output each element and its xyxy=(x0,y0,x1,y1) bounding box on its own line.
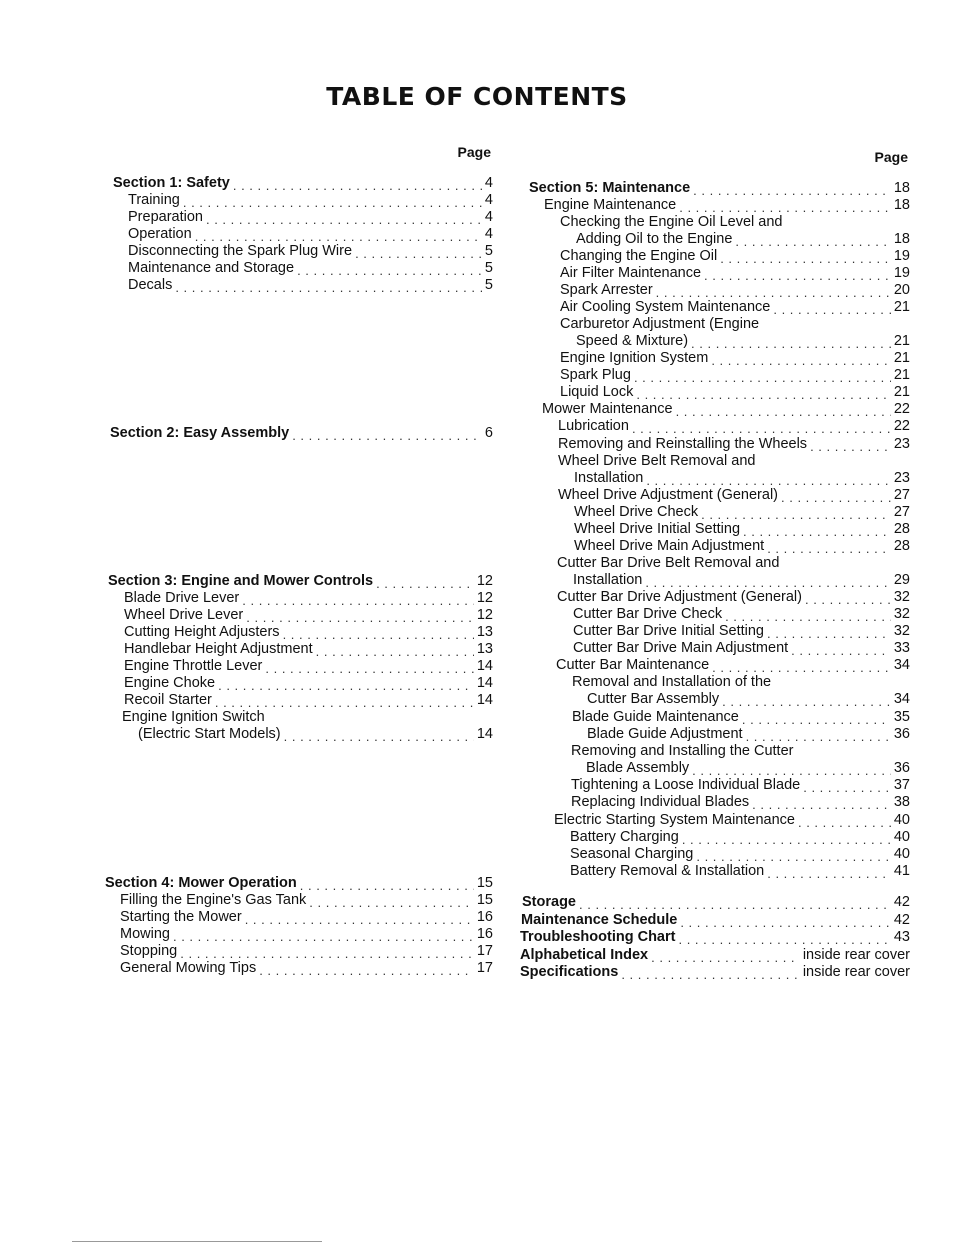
dot-leader xyxy=(803,780,891,794)
toc-entry-title: Installation xyxy=(573,572,643,588)
toc-entry-title: Blade Guide Maintenance xyxy=(572,709,739,725)
dot-leader xyxy=(173,929,474,943)
toc-entry xyxy=(518,640,910,657)
toc-entry xyxy=(105,641,493,658)
dot-leader xyxy=(183,195,482,209)
toc-entry xyxy=(518,743,910,760)
toc-entry-page: 4 xyxy=(484,209,493,225)
toc-entry-title: Blade Drive Lever xyxy=(124,590,240,606)
toc-entry-title: Section 1: Safety xyxy=(113,175,230,191)
toc-entry-page: 36 xyxy=(893,726,910,742)
dot-leader xyxy=(376,576,474,590)
toc-entry xyxy=(518,947,910,964)
toc-entry xyxy=(518,794,910,811)
toc-entry-title: Wheel Drive Lever xyxy=(124,607,244,623)
toc-entry-title: Handlebar Height Adjustment xyxy=(124,641,313,657)
toc-entry xyxy=(518,521,910,538)
dot-leader xyxy=(701,507,891,521)
toc-entry-page: 23 xyxy=(893,436,910,452)
toc-entry-title: Section 4: Mower Operation xyxy=(105,875,297,891)
toc-entry xyxy=(105,226,493,243)
toc-entry-page: 16 xyxy=(476,926,493,942)
toc-entry-title: Cutter Bar Drive Belt Removal and xyxy=(557,555,780,571)
footer-rule xyxy=(72,1241,322,1242)
toc-entry-page: 17 xyxy=(476,960,493,976)
toc-entry xyxy=(518,299,910,316)
toc-entry-title: Wheel Drive Belt Removal and xyxy=(558,453,756,469)
toc-entry xyxy=(105,175,493,192)
toc-entry-page: 4 xyxy=(484,175,493,191)
toc-entry-page: 21 xyxy=(893,384,910,400)
toc-entry-title: Seasonal Charging xyxy=(570,846,694,862)
dot-leader xyxy=(767,866,891,880)
dot-leader xyxy=(634,370,891,384)
dot-leader xyxy=(309,895,474,909)
toc-entry-title: Cutter Bar Assembly xyxy=(587,691,720,707)
toc-entry-title: Preparation xyxy=(128,209,203,225)
dot-leader xyxy=(722,694,891,708)
toc-entry xyxy=(518,589,910,606)
dot-leader xyxy=(676,404,891,418)
dot-leader xyxy=(781,490,891,504)
toc-entry xyxy=(105,909,493,926)
toc-entry-page: inside rear cover xyxy=(802,947,910,963)
dot-leader xyxy=(651,950,800,964)
toc-entry xyxy=(105,209,493,226)
dot-leader xyxy=(680,915,891,929)
toc-entry-title: Specifications xyxy=(520,964,619,980)
dot-leader xyxy=(246,610,474,624)
toc-entry-page: 29 xyxy=(893,572,910,588)
toc-entry-page: 42 xyxy=(893,894,910,910)
toc-entry-page: 15 xyxy=(476,875,493,891)
toc-entry-title: Engine Maintenance xyxy=(544,197,677,213)
toc-entry-title: Mower Maintenance xyxy=(542,401,673,417)
toc-entry-page: 4 xyxy=(484,192,493,208)
toc-entry-page: 27 xyxy=(893,504,910,520)
toc-entry xyxy=(518,929,910,946)
dot-leader xyxy=(746,729,891,743)
dot-leader xyxy=(242,593,474,607)
dot-leader xyxy=(646,473,891,487)
toc-entry-title: (Electric Start Models) xyxy=(138,726,281,742)
toc-entry-title: Cutter Bar Maintenance xyxy=(556,657,710,673)
toc-entry xyxy=(518,691,910,708)
toc-entry-page: 12 xyxy=(476,590,493,606)
toc-entry-title: Battery Removal & Installation xyxy=(570,863,765,879)
toc-entry-title: Cutter Bar Drive Adjustment (General) xyxy=(557,589,802,605)
toc-entry-title: Disconnecting the Spark Plug Wire xyxy=(128,243,353,259)
dot-leader xyxy=(645,575,891,589)
toc-entry xyxy=(518,214,910,231)
dot-leader xyxy=(773,302,891,316)
dot-leader xyxy=(265,661,473,675)
dot-leader xyxy=(283,627,474,641)
toc-entry xyxy=(105,624,493,641)
dot-leader xyxy=(678,932,890,946)
toc-entry xyxy=(518,674,910,691)
toc-entry-title: Checking the Engine Oil Level and xyxy=(560,214,783,230)
toc-entry-title: Replacing Individual Blades xyxy=(571,794,750,810)
toc-entry-title: Wheel Drive Adjustment (General) xyxy=(558,487,778,503)
toc-entry xyxy=(518,894,910,911)
toc-entry-title: Filling the Engine's Gas Tank xyxy=(120,892,307,908)
toc-entry xyxy=(518,384,910,401)
toc-entry xyxy=(105,926,493,943)
toc-entry-page: 42 xyxy=(893,912,910,928)
page-column-header: Page xyxy=(457,144,491,160)
toc-entry-page: 19 xyxy=(893,248,910,264)
toc-entry-page: 14 xyxy=(476,726,493,742)
toc-entry-title: Removing and Installing the Cutter xyxy=(571,743,794,759)
dot-leader xyxy=(297,263,482,277)
toc-entry xyxy=(518,487,910,504)
toc-entry xyxy=(518,453,910,470)
toc-entry-page: 16 xyxy=(476,909,493,925)
toc-entry-page: 41 xyxy=(893,863,910,879)
dot-leader xyxy=(805,592,891,606)
toc-entry xyxy=(518,829,910,846)
toc-entry xyxy=(518,470,910,487)
toc-entry xyxy=(518,777,910,794)
toc-entry-title: Starting the Mower xyxy=(120,909,242,925)
toc-entry xyxy=(518,863,910,880)
toc-entry xyxy=(518,538,910,555)
toc-entry xyxy=(518,606,910,623)
toc-entry-page: 40 xyxy=(893,829,910,845)
toc-entry-page: 21 xyxy=(893,299,910,315)
toc-entry-title: Tightening a Loose Individual Blade xyxy=(571,777,801,793)
toc-entry xyxy=(518,436,910,453)
toc-entry xyxy=(105,425,493,442)
dot-leader xyxy=(206,212,482,226)
toc-entry-page: 12 xyxy=(476,607,493,623)
dot-leader xyxy=(767,541,891,555)
toc-entry-title: Cutting Height Adjusters xyxy=(124,624,280,640)
toc-entry xyxy=(518,265,910,282)
dot-leader xyxy=(682,832,891,846)
toc-entry-page: 27 xyxy=(893,487,910,503)
dot-leader xyxy=(245,912,474,926)
toc-entry-title: Blade Guide Adjustment xyxy=(587,726,743,742)
toc-entry xyxy=(105,726,493,743)
toc-entry-title: Section 2: Easy Assembly xyxy=(110,425,290,441)
toc-entry-title: Wheel Drive Check xyxy=(574,504,699,520)
dot-leader xyxy=(621,967,800,981)
toc-entry xyxy=(105,573,493,590)
toc-entry-page: 13 xyxy=(476,624,493,640)
toc-entry-page: 34 xyxy=(893,657,910,673)
dot-leader xyxy=(752,797,891,811)
dot-leader xyxy=(692,763,891,777)
dot-leader xyxy=(292,428,482,442)
toc-entry-title: Air Cooling System Maintenance xyxy=(560,299,771,315)
toc-entry xyxy=(518,760,910,777)
toc-entry-page: 5 xyxy=(484,277,493,293)
toc-entry-title: Maintenance Schedule xyxy=(521,912,678,928)
dot-leader xyxy=(180,946,474,960)
toc-entry xyxy=(105,875,493,892)
toc-entry xyxy=(518,657,910,674)
toc-entry-page: 13 xyxy=(476,641,493,657)
dot-leader xyxy=(679,200,891,214)
toc-entry-title: Stopping xyxy=(120,943,178,959)
toc-entry-page: 21 xyxy=(893,333,910,349)
toc-entry-page: 32 xyxy=(893,589,910,605)
dot-leader xyxy=(316,644,474,658)
toc-entry xyxy=(105,260,493,277)
toc-entry xyxy=(518,504,910,521)
toc-entry xyxy=(518,282,910,299)
toc-entry-page: 37 xyxy=(893,777,910,793)
toc-entry xyxy=(105,960,493,977)
dot-leader xyxy=(218,678,474,692)
toc-entry-title: Decals xyxy=(128,277,173,293)
dot-leader xyxy=(791,643,891,657)
toc-entry-page: inside rear cover xyxy=(802,964,910,980)
toc-entry-title: Installation xyxy=(574,470,644,486)
toc-entry xyxy=(105,607,493,624)
toc-entry-page: 18 xyxy=(893,197,910,213)
dot-leader xyxy=(233,178,482,192)
toc-entry-page: 33 xyxy=(893,640,910,656)
toc-entry-title: Cutter Bar Drive Check xyxy=(573,606,723,622)
toc-entry-page: 12 xyxy=(476,573,493,589)
toc-entry xyxy=(518,726,910,743)
toc-entry-title: Operation xyxy=(128,226,192,242)
toc-entry xyxy=(518,333,910,350)
toc-entry-page: 35 xyxy=(893,709,910,725)
toc-entry-title: Recoil Starter xyxy=(124,692,212,708)
dot-leader xyxy=(632,421,891,435)
toc-entry-title: Blade Assembly xyxy=(586,760,690,776)
toc-entry-page: 19 xyxy=(893,265,910,281)
toc-entry-title: Engine Ignition System xyxy=(560,350,709,366)
dot-leader xyxy=(725,609,891,623)
toc-entry-page: 28 xyxy=(893,521,910,537)
toc-entry-page: 40 xyxy=(893,846,910,862)
toc-entry-page: 4 xyxy=(484,226,493,242)
dot-leader xyxy=(284,729,474,743)
toc-entry xyxy=(105,590,493,607)
toc-entry xyxy=(105,892,493,909)
toc-entry-title: Air Filter Maintenance xyxy=(560,265,702,281)
toc-entry-title: Adding Oil to the Engine xyxy=(576,231,733,247)
toc-entry-title: Carburetor Adjustment (Engine xyxy=(560,316,760,332)
toc-entry-page: 22 xyxy=(893,401,910,417)
dot-leader xyxy=(767,626,891,640)
toc-entry-title: Alphabetical Index xyxy=(520,947,649,963)
toc-entry-title: Engine Throttle Lever xyxy=(124,658,263,674)
toc-entry xyxy=(518,555,910,572)
toc-entry-title: Liquid Lock xyxy=(560,384,634,400)
toc-entry-page: 5 xyxy=(484,243,493,259)
dot-leader xyxy=(636,387,891,401)
toc-entry-page: 32 xyxy=(893,606,910,622)
dot-leader xyxy=(215,695,474,709)
dot-leader xyxy=(742,712,891,726)
toc-entry-page: 40 xyxy=(893,812,910,828)
toc-entry-title: Wheel Drive Initial Setting xyxy=(574,521,741,537)
dot-leader xyxy=(656,285,891,299)
toc-entry xyxy=(518,572,910,589)
toc-entry xyxy=(518,350,910,367)
toc-entry-title: Storage xyxy=(522,894,576,910)
toc-entry xyxy=(518,197,910,214)
dot-leader xyxy=(711,353,891,367)
toc-entry xyxy=(105,658,493,675)
toc-entry-page: 36 xyxy=(893,760,910,776)
toc-entry xyxy=(518,248,910,265)
toc-entry-page: 5 xyxy=(484,260,493,276)
dot-leader xyxy=(810,439,891,453)
toc-entry-title: Maintenance and Storage xyxy=(128,260,295,276)
toc-entry-title: Mowing xyxy=(120,926,170,942)
dot-leader xyxy=(195,229,482,243)
dot-leader xyxy=(175,280,482,294)
dot-leader xyxy=(798,815,891,829)
toc-entry-page: 34 xyxy=(893,691,910,707)
toc-entry-page: 6 xyxy=(484,425,493,441)
toc-entry xyxy=(105,675,493,692)
toc-entry xyxy=(518,709,910,726)
toc-entry-title: Battery Charging xyxy=(570,829,679,845)
toc-entry-title: Section 5: Maintenance xyxy=(529,180,691,196)
dot-leader xyxy=(579,897,891,911)
dot-leader xyxy=(704,268,891,282)
toc-entry-page: 28 xyxy=(893,538,910,554)
toc-entry-page: 32 xyxy=(893,623,910,639)
toc-entry xyxy=(105,692,493,709)
toc-entry-title: Training xyxy=(128,192,180,208)
toc-entry xyxy=(518,418,910,435)
toc-entry xyxy=(105,243,493,260)
toc-entry-page: 22 xyxy=(893,418,910,434)
toc-entry-page: 21 xyxy=(893,350,910,366)
dot-leader xyxy=(691,336,891,350)
dot-leader xyxy=(300,878,474,892)
toc-entry-title: Section 3: Engine and Mower Controls xyxy=(108,573,374,589)
toc-entry-page: 15 xyxy=(476,892,493,908)
dot-leader xyxy=(735,234,890,248)
toc-entry-page: 17 xyxy=(476,943,493,959)
toc-entry xyxy=(518,401,910,418)
toc-entry xyxy=(518,231,910,248)
dot-leader xyxy=(693,183,891,197)
toc-entry xyxy=(518,812,910,829)
toc-entry-page: 38 xyxy=(893,794,910,810)
toc-entry xyxy=(518,912,910,929)
toc-left-column xyxy=(105,0,493,1246)
toc-entry-title: Removing and Reinstalling the Wheels xyxy=(558,436,808,452)
toc-entry-title: Removal and Installation of the xyxy=(572,674,772,690)
toc-entry-page: 14 xyxy=(476,692,493,708)
dot-leader xyxy=(720,251,891,265)
toc-entry xyxy=(518,316,910,333)
toc-entry-title: Engine Ignition Switch xyxy=(122,709,265,725)
toc-entry-page: 21 xyxy=(893,367,910,383)
dot-leader xyxy=(355,246,482,260)
toc-entry-title: Wheel Drive Main Adjustment xyxy=(574,538,765,554)
toc-entry-title: Cutter Bar Drive Main Adjustment xyxy=(573,640,789,656)
toc-entry xyxy=(518,367,910,384)
toc-entry xyxy=(105,943,493,960)
toc-entry-title: General Mowing Tips xyxy=(120,960,257,976)
dot-leader xyxy=(696,849,891,863)
toc-entry xyxy=(105,277,493,294)
toc-entry-title: Electric Starting System Maintenance xyxy=(554,812,795,828)
toc-entry xyxy=(105,192,493,209)
toc-entry-page: 20 xyxy=(893,282,910,298)
toc-entry-page: 14 xyxy=(476,658,493,674)
toc-entry-title: Engine Choke xyxy=(124,675,216,691)
toc-entry xyxy=(518,180,910,197)
toc-entry-title: Spark Plug xyxy=(560,367,631,383)
dot-leader xyxy=(712,660,891,674)
toc-entry-page: 43 xyxy=(893,929,910,945)
dot-leader xyxy=(743,524,891,538)
toc-entry-page: 18 xyxy=(893,231,910,247)
page-title: TABLE OF CONTENTS xyxy=(326,82,628,111)
toc-entry-page: 18 xyxy=(893,180,910,196)
toc-entry xyxy=(518,964,910,981)
dot-leader xyxy=(259,963,474,977)
toc-entry-title: Troubleshooting Chart xyxy=(520,929,676,945)
toc-entry-page: 23 xyxy=(893,470,910,486)
toc-entry xyxy=(518,846,910,863)
toc-entry-title: Speed & Mixture) xyxy=(576,333,689,349)
toc-entry xyxy=(105,709,493,726)
toc-entry-title: Cutter Bar Drive Initial Setting xyxy=(573,623,764,639)
toc-entry-title: Lubrication xyxy=(558,418,629,434)
toc-right-column xyxy=(518,0,910,1246)
page-column-header: Page xyxy=(874,149,908,165)
toc-entry-title: Changing the Engine Oil xyxy=(560,248,718,264)
toc-entry-title: Spark Arrester xyxy=(560,282,653,298)
toc-entry-page: 14 xyxy=(476,675,493,691)
toc-entry xyxy=(518,623,910,640)
